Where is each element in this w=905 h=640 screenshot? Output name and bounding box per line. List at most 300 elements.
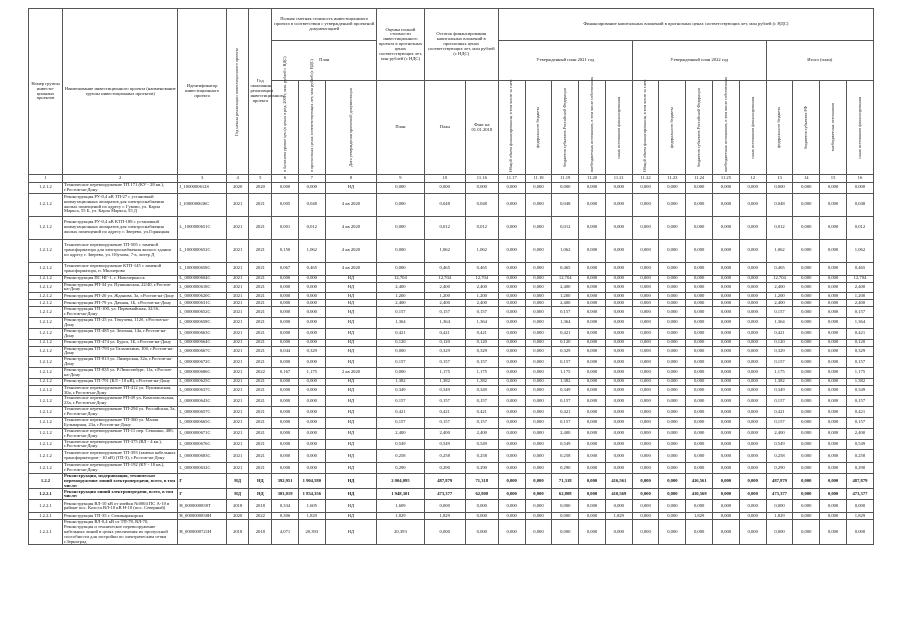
project-id: L_0000000657С xyxy=(178,407,226,418)
value-cell: 0,000 xyxy=(272,385,299,396)
col-number: 11.22 xyxy=(632,175,659,183)
value-cell: 1,175 xyxy=(465,367,498,378)
value-cell: 0,000 xyxy=(579,275,606,282)
value-cell: 0,349 xyxy=(465,385,498,396)
start-year: 2021 xyxy=(226,307,249,318)
value-cell: 0,000 xyxy=(272,439,299,450)
end-year: 2021 xyxy=(249,262,272,275)
col-number: 7 xyxy=(298,175,325,183)
value-cell: 0,120 xyxy=(465,339,498,346)
project-id: L_0000000618С xyxy=(178,282,226,293)
value-cell: НД xyxy=(325,513,377,520)
table-header xyxy=(29,9,874,183)
value-cell: 0,000 xyxy=(579,262,606,275)
project-name: Реконструкция РУ-0,4 кВ КТП-188 с установкой коммутационных аппаратов для электроснабжения жилых помещений по адресу г. Зверево, ул.Горняцкая xyxy=(63,216,178,239)
row-number: 1.2.1.2 xyxy=(29,307,63,318)
value-cell: 0,048 xyxy=(552,193,579,216)
row-number: 1.2.2.1 xyxy=(29,500,63,513)
value-cell: 0,000 xyxy=(686,378,713,385)
value-cell: 0,150 xyxy=(272,239,299,262)
value-cell: 0,000 xyxy=(579,239,606,262)
value-cell: 0,000 xyxy=(713,307,740,318)
table-row xyxy=(29,520,874,545)
project-id: Н_0000000830Н xyxy=(178,513,226,520)
value-cell: 0,000 xyxy=(632,439,659,450)
value-cell: 0,000 xyxy=(713,520,740,545)
value-cell: 0,000 xyxy=(713,357,740,368)
value-cell: 0,000 xyxy=(713,500,740,513)
value-cell: 0,000 xyxy=(298,328,325,339)
value-cell: 0,012 xyxy=(465,216,498,239)
value-cell: 0,000 xyxy=(739,300,766,307)
project-name: Реконструкция линий электропередачи, всего, в том числе: xyxy=(63,489,178,500)
value-cell: 0,000 xyxy=(525,317,552,328)
value-cell: 0,000 xyxy=(793,328,820,339)
table-row xyxy=(29,293,874,300)
value-cell: 0,000 xyxy=(793,183,820,194)
row-number: 1.2.1.2 xyxy=(29,216,63,239)
value-cell: 0,000 xyxy=(498,193,525,216)
table-row xyxy=(29,450,874,463)
value-cell: 0,421 xyxy=(846,328,873,339)
value-cell: 0,000 xyxy=(820,385,847,396)
table-row xyxy=(29,418,874,429)
value-cell: 0,000 xyxy=(605,396,632,407)
value-cell: 0,421 xyxy=(766,328,793,339)
value-cell: 0,000 xyxy=(739,367,766,378)
start-year: 2021 xyxy=(226,262,249,275)
value-cell: 0,000 xyxy=(525,473,552,488)
value-cell: 0,000 xyxy=(605,275,632,282)
value-cell: 0,000 xyxy=(605,357,632,368)
value-cell: 0,157 xyxy=(465,418,498,429)
value-cell: 0,000 xyxy=(272,357,299,368)
value-cell: 0,000 xyxy=(579,317,606,328)
value-cell: 0,000 xyxy=(605,378,632,385)
value-cell: 2,400 xyxy=(424,428,465,439)
value-cell: 1,062 xyxy=(552,239,579,262)
value-cell: 2,400 xyxy=(846,300,873,307)
col-number: 4 xyxy=(226,175,249,183)
value-cell: 0,120 xyxy=(552,339,579,346)
value-cell: 2 кв 2020 xyxy=(325,367,377,378)
value-cell: 0,157 xyxy=(766,307,793,318)
value-cell: 0,000 xyxy=(579,463,606,474)
value-cell: 0,000 xyxy=(498,282,525,293)
value-cell: 0,157 xyxy=(465,396,498,407)
col-number: 11.16 xyxy=(465,175,498,183)
table-row xyxy=(29,193,874,216)
value-cell: 2,400 xyxy=(846,282,873,293)
value-cell: 0,306 xyxy=(272,513,299,520)
value-cell: 0,000 xyxy=(686,307,713,318)
project-id: Г xyxy=(178,473,226,488)
start-year: 2020 xyxy=(226,183,249,194)
value-cell: 0,157 xyxy=(377,307,424,318)
table-row xyxy=(29,346,874,357)
start-year: 2021 xyxy=(226,428,249,439)
value-cell: 2,400 xyxy=(377,300,424,307)
value-cell: 0,549 xyxy=(552,439,579,450)
value-cell: 0,000 xyxy=(272,317,299,328)
end-year: НД xyxy=(249,489,272,500)
col-project-id: Идентификатор инвестиционного проекта xyxy=(178,9,226,175)
value-cell: 1,200 xyxy=(766,293,793,300)
value-cell: 0,329 xyxy=(298,346,325,357)
project-name: Реконструкция РП-79 ул. Дачная, 1Б, г.Ростов-на-Дону xyxy=(63,300,178,307)
value-cell: 0,000 xyxy=(659,317,686,328)
value-cell: 0,000 xyxy=(659,385,686,396)
value-cell: 0,048 xyxy=(424,193,465,216)
row-number: 1.2.1.2 xyxy=(29,357,63,368)
value-cell: 71,318 xyxy=(552,473,579,488)
project-id: L_0000000637С xyxy=(178,385,226,396)
project-id: Н_0000000839Т xyxy=(178,500,226,513)
value-cell: 0,000 xyxy=(498,328,525,339)
value-cell: 0,000 xyxy=(605,262,632,275)
value-cell: 1,175 xyxy=(766,367,793,378)
value-cell: 0,000 xyxy=(552,183,579,194)
end-year: 2021 xyxy=(249,339,272,346)
value-cell: 0,000 xyxy=(525,463,552,474)
value-cell: 0,000 xyxy=(659,450,686,463)
col-plan-2022: Утвержденный план 2022 год xyxy=(632,41,766,81)
col-estimate-plan: План xyxy=(272,41,377,81)
value-cell: 0,000 xyxy=(298,293,325,300)
value-cell: 0,000 xyxy=(498,307,525,318)
value-cell: 0,000 xyxy=(793,428,820,439)
table-row xyxy=(29,513,874,520)
value-cell: 0,000 xyxy=(272,328,299,339)
end-year: 2021 xyxy=(249,463,272,474)
value-cell: 1,829 xyxy=(605,513,632,520)
value-cell: 0,000 xyxy=(713,385,740,396)
value-cell: 0,000 xyxy=(272,407,299,418)
value-cell: 0,000 xyxy=(525,293,552,300)
value-cell: 0,120 xyxy=(424,339,465,346)
value-cell: 0,329 xyxy=(766,346,793,357)
value-cell: 0,000 xyxy=(298,418,325,429)
value-cell: 0,000 xyxy=(424,183,465,194)
value-cell: 0,000 xyxy=(659,339,686,346)
row-number: 1.2.1.2 xyxy=(29,262,63,275)
value-cell: 0,000 xyxy=(686,367,713,378)
value-cell: 0,000 xyxy=(793,500,820,513)
value-cell: 1,364 xyxy=(465,317,498,328)
value-cell: НД xyxy=(325,500,377,513)
start-year: 2021 xyxy=(226,385,249,396)
value-cell: 0,000 xyxy=(713,282,740,293)
value-cell: 0,067 xyxy=(272,262,299,275)
value-cell: 0,000 xyxy=(498,262,525,275)
value-cell: НД xyxy=(325,317,377,328)
value-cell: 0,000 xyxy=(298,385,325,396)
value-cell: 0,157 xyxy=(424,307,465,318)
table-row xyxy=(29,428,874,439)
project-name: Техническое перевооружение ТП-375 (ВЛ - 4 кв.), г.Ростов-на-Дону xyxy=(63,439,178,450)
value-cell: 1,605 xyxy=(298,500,325,513)
value-cell: 0,349 xyxy=(766,385,793,396)
value-cell: 0,000 xyxy=(793,216,820,239)
project-name: Техническое перевооружение ТП-294 ул. Российская, 5а, г.Ростов-на-Дону xyxy=(63,407,178,418)
value-cell: 0,000 xyxy=(579,378,606,385)
project-id: J_1000000612S xyxy=(178,183,226,194)
value-cell: 0,000 xyxy=(605,500,632,513)
value-cell: 0,000 xyxy=(632,293,659,300)
value-cell: 0,000 xyxy=(659,428,686,439)
value-cell: 0,000 xyxy=(525,489,552,500)
row-number: 1.2.1.2 xyxy=(29,439,63,450)
value-cell: 0,000 xyxy=(525,385,552,396)
value-cell: 0,000 xyxy=(659,500,686,513)
table-row xyxy=(29,317,874,328)
value-cell: 0,000 xyxy=(793,463,820,474)
value-cell: 0,421 xyxy=(377,328,424,339)
end-year: 2021 xyxy=(249,385,272,396)
row-number: 1.2.1.2 xyxy=(29,183,63,194)
col-group-remainder: Остаток финансирования капитальных вложений в прогнозных ценах соответствующих лет, млн рублей (с НДС) xyxy=(424,9,498,81)
value-cell: 2,400 xyxy=(424,282,465,293)
value-cell: 0,000 xyxy=(686,239,713,262)
value-cell: 0,000 xyxy=(579,396,606,407)
value-cell: 0,000 xyxy=(498,396,525,407)
project-name: Реконструкция РП-34 ул. Пушкинская, 22/40, г.Ростов-на-Дону xyxy=(63,282,178,293)
value-cell: 0,000 xyxy=(739,262,766,275)
value-cell: 2,400 xyxy=(377,428,424,439)
value-cell: 1 948,301 xyxy=(377,489,424,500)
value-cell: 1,829 xyxy=(298,513,325,520)
value-cell: 12,704 xyxy=(552,275,579,282)
value-cell: 0,000 xyxy=(686,520,713,545)
start-year: 2021 xyxy=(226,357,249,368)
value-cell: 0,329 xyxy=(465,346,498,357)
end-year: 2021 xyxy=(249,328,272,339)
value-cell: 473,377 xyxy=(424,489,465,500)
value-cell: 0,000 xyxy=(632,463,659,474)
value-cell: 0,000 xyxy=(713,489,740,500)
value-cell: 0,000 xyxy=(498,418,525,429)
value-cell: 0,000 xyxy=(793,317,820,328)
col-number: 15 xyxy=(820,175,847,183)
value-cell: 0,000 xyxy=(272,275,299,282)
row-number: 1.2.1.2 xyxy=(29,275,63,282)
value-cell: 0,000 xyxy=(579,450,606,463)
value-cell: 0,000 xyxy=(525,346,552,357)
value-cell: 0,000 xyxy=(739,450,766,463)
value-cell: 0,000 xyxy=(739,328,766,339)
value-cell: 0,000 xyxy=(739,428,766,439)
table-row xyxy=(29,489,874,500)
value-cell: 0,000 xyxy=(739,307,766,318)
value-cell: 410,569 xyxy=(686,489,713,500)
value-cell: 0,000 xyxy=(525,450,552,463)
value-cell: 0,000 xyxy=(713,439,740,450)
value-cell: 0,000 xyxy=(525,367,552,378)
value-cell: 0,000 xyxy=(552,500,579,513)
value-cell: 0,000 xyxy=(713,339,740,346)
value-cell: 0,000 xyxy=(739,357,766,368)
value-cell: 0,000 xyxy=(739,346,766,357)
table-row xyxy=(29,239,874,262)
value-cell: 0,000 xyxy=(739,183,766,194)
value-cell: 1,062 xyxy=(465,239,498,262)
value-cell: 0,549 xyxy=(424,439,465,450)
end-year: 2021 xyxy=(249,418,272,429)
row-number: 1.2.1.2 xyxy=(29,339,63,346)
value-cell: 0,000 xyxy=(632,513,659,520)
value-cell: 0,000 xyxy=(632,520,659,545)
value-cell: 0,000 xyxy=(272,183,299,194)
value-cell: 1,829 xyxy=(846,513,873,520)
col-number: 11.19 xyxy=(552,175,579,183)
project-id: L_0000000652С xyxy=(178,307,226,318)
value-cell: 0,000 xyxy=(272,300,299,307)
col-number: 12 xyxy=(739,175,766,183)
value-cell: 0,000 xyxy=(498,428,525,439)
row-number: 1.2.1.2 xyxy=(29,396,63,407)
value-cell: 0,000 xyxy=(579,418,606,429)
value-cell: 0,421 xyxy=(766,407,793,418)
value-cell: 0,000 xyxy=(713,428,740,439)
value-cell: 0,000 xyxy=(713,450,740,463)
value-cell: 0,000 xyxy=(659,407,686,418)
value-cell: 0,000 xyxy=(525,328,552,339)
value-cell: 0,000 xyxy=(793,339,820,346)
value-cell: 0,000 xyxy=(632,378,659,385)
value-cell: 0,000 xyxy=(686,407,713,418)
value-cell: 0,000 xyxy=(659,293,686,300)
value-cell: 0,000 xyxy=(820,396,847,407)
value-cell: 1,062 xyxy=(766,239,793,262)
value-cell: 0,000 xyxy=(793,520,820,545)
end-year: НД xyxy=(249,473,272,488)
row-number: 1.2.1.2 xyxy=(29,378,63,385)
value-cell: 0,000 xyxy=(605,282,632,293)
value-cell: 0,329 xyxy=(424,346,465,357)
col-total-federal: федерального бюджета xyxy=(766,81,793,175)
value-cell: 0,000 xyxy=(686,463,713,474)
value-cell: 0,000 xyxy=(686,275,713,282)
value-cell: 0,000 xyxy=(579,385,606,396)
value-cell: 0,000 xyxy=(820,183,847,194)
project-name: Реконструкция ПС НГ-1, г. Новочеркасск xyxy=(63,275,178,282)
value-cell: 0,000 xyxy=(659,282,686,293)
value-cell: 416,561 xyxy=(686,473,713,488)
value-cell: 1,382 xyxy=(846,378,873,385)
value-cell: 0,421 xyxy=(552,328,579,339)
value-cell: НД xyxy=(325,378,377,385)
value-cell: 0,349 xyxy=(377,385,424,396)
value-cell: 473,377 xyxy=(846,489,873,500)
project-id: L_0000000683С xyxy=(178,450,226,463)
col-number: 11.18 xyxy=(525,175,552,183)
value-cell: 0,000 xyxy=(793,357,820,368)
value-cell: 0,000 xyxy=(659,346,686,357)
table-row xyxy=(29,262,874,275)
row-number: 1.2.2.1 xyxy=(29,513,63,520)
value-cell: 0,421 xyxy=(552,407,579,418)
value-cell: 1,382 xyxy=(766,378,793,385)
value-cell: 0,000 xyxy=(820,473,847,488)
value-cell: 0,000 xyxy=(713,328,740,339)
start-year: 2021 xyxy=(226,239,249,262)
project-name: Техническое перевооружение ТП 171 (КУ - 28 кв.), г.Ростов-на-Дону xyxy=(63,183,178,194)
value-cell: 0,549 xyxy=(846,439,873,450)
value-cell: 0,000 xyxy=(659,473,686,488)
value-cell: 0,000 xyxy=(525,500,552,513)
value-cell: 0,000 xyxy=(552,520,579,545)
project-id: L_0000000672С xyxy=(178,357,226,368)
table-row xyxy=(29,500,874,513)
col-base-price: в базисном уровне цен (в ценах в ред. 2001г, млн. рублей с НДС) xyxy=(272,81,299,175)
col-end-year: Год окончания реализации инвестиционного проекта xyxy=(249,9,272,175)
row-number: 1.2.1.2 xyxy=(29,428,63,439)
value-cell: 0,000 xyxy=(525,262,552,275)
value-cell: 0,000 xyxy=(820,346,847,357)
value-cell: 0,005 xyxy=(272,193,299,216)
value-cell: 0,000 xyxy=(713,183,740,194)
value-cell: 0,000 xyxy=(713,300,740,307)
value-cell: 0,258 xyxy=(377,450,424,463)
value-cell: 1,200 xyxy=(846,293,873,300)
value-cell: 303,019 xyxy=(272,489,299,500)
investment-table xyxy=(28,8,874,545)
value-cell: 0,000 xyxy=(793,396,820,407)
value-cell: 0,000 xyxy=(579,193,606,216)
table-row xyxy=(29,183,874,194)
project-name: Реконструкция ТП-25 ул. Текучева, 112б, г.Ростов-на-Дону xyxy=(63,317,178,328)
col-2021-offbudget: внебюджетных источников, в том числе собственных xyxy=(579,81,606,175)
value-cell: 0,000 xyxy=(632,396,659,407)
value-cell: 0,000 xyxy=(659,463,686,474)
value-cell: 0,000 xyxy=(632,307,659,318)
value-cell: 2,400 xyxy=(465,428,498,439)
value-cell: 0,000 xyxy=(713,262,740,275)
value-cell: НД xyxy=(325,418,377,429)
value-cell: 0,000 xyxy=(605,193,632,216)
value-cell: 1,200 xyxy=(552,293,579,300)
value-cell: 0,349 xyxy=(424,385,465,396)
value-cell: 0,000 xyxy=(579,307,606,318)
value-cell: 0,000 xyxy=(498,357,525,368)
end-year: 2021 xyxy=(249,293,272,300)
value-cell: 71,318 xyxy=(465,473,498,488)
value-cell: 0,000 xyxy=(686,328,713,339)
value-cell: 0,157 xyxy=(465,357,498,368)
value-cell: 0,000 xyxy=(820,439,847,450)
row-number: 1.2.1.2 xyxy=(29,293,63,300)
value-cell: 0,000 xyxy=(686,357,713,368)
value-cell: 473,377 xyxy=(766,489,793,500)
value-cell: 0,000 xyxy=(820,293,847,300)
value-cell: 0,000 xyxy=(820,193,847,216)
value-cell: 0,000 xyxy=(739,513,766,520)
value-cell: 0,000 xyxy=(659,275,686,282)
value-cell: 0,000 xyxy=(766,183,793,194)
end-year: 2021 xyxy=(249,428,272,439)
value-cell: 0,000 xyxy=(632,183,659,194)
col-full-cost-plan: План xyxy=(377,81,424,175)
value-cell: 487,879 xyxy=(846,473,873,488)
project-id: Г xyxy=(178,489,226,500)
value-cell: 0,000 xyxy=(632,275,659,282)
table-row xyxy=(29,407,874,418)
start-year: 2018 xyxy=(226,520,249,545)
value-cell: НД xyxy=(325,473,377,488)
project-id: L_1000000652С xyxy=(178,239,226,262)
value-cell: 0,000 xyxy=(298,275,325,282)
value-cell: 20,393 xyxy=(377,520,424,545)
